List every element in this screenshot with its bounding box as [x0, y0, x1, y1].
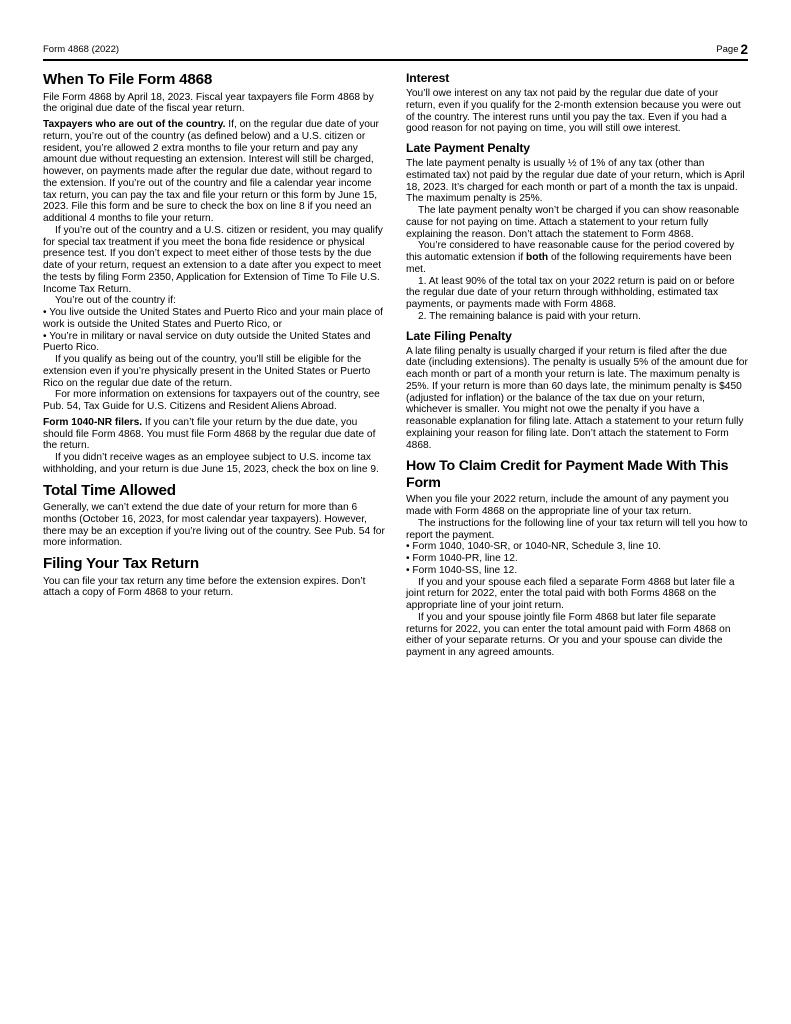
paragraph: When you file your 2022 return, include the amount of any payment you made with Form 4868 on the appropriate line of your tax return. — [406, 494, 729, 517]
heading-when-to-file: When To File Form 4868 — [43, 71, 213, 88]
page-word: Page — [716, 44, 739, 55]
left-column — [43, 65, 385, 659]
paragraph — [406, 240, 748, 275]
paragraph: The late payment penalty won’t be charged if you can show reasonable cause for not paying on time. Attach a statement to your return fully explaining the reason. Don’t attach the statement to Form 4868. — [406, 205, 740, 240]
page-number-value: 2 — [740, 42, 748, 57]
paragraph: The late payment penalty is usually ½ of 1% of any tax (other than estimated tax) not paid by the regular due date of your return, which is April 18, 2023. It’s charged for each month or part of a month the tax is unpaid. The maximum penalty is 25%. — [406, 158, 745, 205]
bullet-item: • Form 1040-PR, line 12. — [406, 553, 748, 565]
page-header — [43, 44, 748, 61]
paragraph: If you qualify as being out of the country, you’ll still be eligible for the extension even if you’re physically present in the United States or Puerto Rico on the regular due date of the return. — [43, 354, 371, 389]
heading-late-payment-penalty: Late Payment Penalty — [406, 141, 530, 155]
paragraph: File Form 4868 by April 18, 2023. Fiscal year taxpayers file Form 4868 by the original due date of the fiscal year return. — [43, 91, 374, 115]
paragraph: You can file your tax return any time before the extension expires. Don’t attach a copy of Form 4868 to your return. — [43, 575, 366, 599]
right-column — [406, 65, 748, 659]
bullet-item: • Form 1040, 1040-SR, or 1040-NR, Schedule 3, line 10. — [406, 541, 748, 553]
heading-total-time-allowed: Total Time Allowed — [43, 481, 176, 499]
numbered-item: 2. The remaining balance is paid with your return. — [418, 310, 641, 322]
form-id-label: Form 4868 (2022) — [43, 44, 120, 55]
paragraph: You’re out of the country if: — [55, 295, 176, 307]
paragraph: If you and your spouse each filed a separate Form 4868 but later file a joint return for 2022, enter the total paid with both Forms 4868 on the appropriate line of your joint return. — [406, 576, 735, 611]
bold-lead: Taxpayers who are out of the country. — [43, 119, 226, 130]
bullet-item: • You’re in military or naval service on duty outside the United States and Puerto Rico. — [43, 331, 385, 355]
bold-emphasis: both — [526, 252, 549, 263]
paragraph: You’ll owe interest on any tax not paid by the regular due date of your return, even if you qualify for the 2-month extension because you were out of the country. The interest runs until you pay the tax. Even if you had a good reason for not paying on time, you will still owe interest. — [406, 88, 741, 135]
paragraph-text: You’re considered to have reasonable cause for the period covered by this automatic extension if — [406, 240, 735, 263]
bullet-item: • Form 1040-SS, line 12. — [406, 565, 748, 577]
heading-how-to-claim-credit: How To Claim Credit for Payment Made With This Form — [406, 458, 729, 491]
heading-late-filing-penalty: Late Filing Penalty — [406, 328, 512, 343]
paragraph: Generally, we can’t extend the due date of your return for more than 6 months (October 16, 2023, for most calendar year taxpayers). However, there may be an exception if you’re living out of the country. See Pub. 54 for more information. — [43, 502, 385, 549]
paragraph — [43, 119, 385, 225]
paragraph-text: If, on the regular due date of your return, you’re out of the country (as defined below) and a U.S. citizen or resident, you’re allowed 2 extra months to file your return and pay any amount due without requesting an extension. Interest will still be charged, however, on payments made after the regular due date, without regard to the extension. If you’re out of the country and file a calendar year income tax return, you can pay the tax and file your return or this form by June 15, 2023. File this form and be sure to check the box on line 8 if you need an additional 4 months to file your return. — [43, 119, 379, 224]
heading-interest: Interest — [406, 71, 450, 85]
page-number-block — [716, 44, 748, 55]
two-column-layout — [43, 65, 748, 659]
paragraph: If you didn’t receive wages as an employee subject to U.S. income tax withholding, and your return is due June 15, 2023, check the box on line 9. — [43, 452, 379, 475]
paragraph — [43, 417, 385, 452]
bullet-item: • You live outside the United States and Puerto Rico and your main place of work is outside the United States and Puerto Rico, or — [43, 307, 385, 331]
paragraph: A late filing penalty is usually charged if your return is filed after the due date (including extensions). The penalty is usually 5% of the amount due for each month or part of a month your return is late. The maximum penalty is 25%. If your return is more than 60 days late, the minimum penalty is $450 (adjusted for inflation) or the balance of the tax due on your return, whichever is smaller. You might not owe the penalty if you have a reasonable explanation for filing late. Attach a statement to your return fully explaining your reason for filing late. Don’t attach the statement to Form 4868. — [406, 345, 748, 451]
paragraph: If you and your spouse jointly file Form 4868 but later file separate returns for 2022, you can enter the total amount paid with Form 4868 on either of your separate returns. Or you and your spouse can divide the payment in any agreed amounts. — [406, 611, 731, 658]
paragraph: If you’re out of the country and a U.S. citizen or resident, you may qualify for special tax treatment if you meet the bona fide residence or physical presence test. If you don’t expect to meet either of those tests by the due date of your return, request an extension to a date after you expect to meet the tests by filing Form 2350, Application for Extension of Time To File U.S. Income Tax Return. — [43, 224, 383, 295]
paragraph-text: If you can’t file your return by the due date, you should file Form 4868. You must file Form 4868 by the regular due date of the return. — [43, 416, 376, 452]
bold-lead: Form 1040-NR filers. — [43, 416, 143, 428]
paragraph: For more information on extensions for taxpayers out of the country, see Pub. 54, Tax Guide for U.S. Citizens and Resident Aliens Abroad. — [43, 389, 380, 412]
paragraph-text: of the following requirements have been met. — [406, 252, 732, 275]
numbered-item: 1. At least 90% of the total tax on your 2022 return is paid on or before the regular due date of your return through withholding, estimated tax payments, or payments made with Form 4868. — [406, 275, 735, 310]
heading-filing-your-tax-return: Filing Your Tax Return — [43, 555, 199, 572]
paragraph: The instructions for the following line of your tax return will tell you how to report the payment. — [406, 517, 748, 541]
